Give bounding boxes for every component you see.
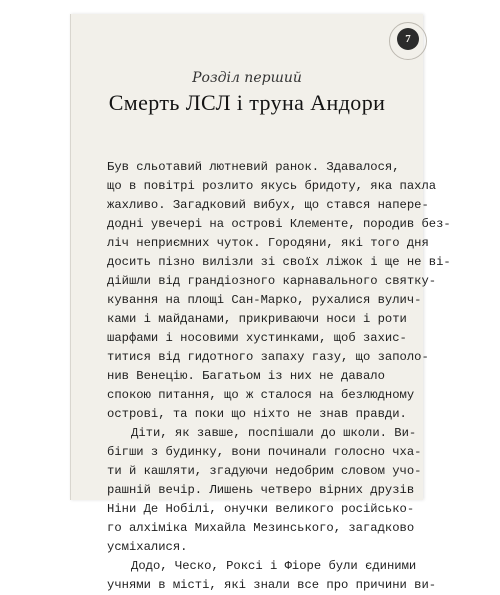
text-line: го алхіміка Михайла Мезинського, загадково bbox=[107, 521, 415, 535]
text-line: додні увечері на острові Клементе, породив без- bbox=[107, 217, 451, 231]
text-line: Був сльотавий лютневий ранок. Здавалося, bbox=[107, 160, 400, 174]
text-line: Додо, Ческо, Роксі і Фіоре були єдиними bbox=[131, 559, 417, 573]
text-line: дійшли від грандіозного карнавального святку- bbox=[107, 274, 437, 288]
text-line: Діти, як завше, поспішали до школи. Ви- bbox=[131, 426, 417, 440]
text-line: кування на площі Сан-Марко, рухалися вулич- bbox=[107, 293, 422, 307]
text-line: бігши з будинку, вони починали голосно чха- bbox=[107, 445, 422, 459]
text-line: титися від гидотного запаху газу, що заполо- bbox=[107, 350, 429, 364]
text-line: рашній вечір. Лишень четверо вірних друзів bbox=[107, 483, 415, 497]
page-number: 7 bbox=[397, 28, 419, 50]
chapter-label: Розділ перший bbox=[192, 70, 302, 86]
text-line: ти й кашляти, згадуючи недобрим словом учо- bbox=[107, 464, 422, 478]
text-line: острові, та поки що ніхто не знав правди. bbox=[107, 407, 407, 421]
text-line: Ніни Де Нобілі, онучки великого російсько- bbox=[107, 502, 415, 516]
text-line: досить пізно вилізли зі своїх ліжок і ще не ві- bbox=[107, 255, 451, 269]
text-line: жахливо. Загадковий вибух, що стався напере- bbox=[107, 198, 429, 212]
text-line: ліч неприємних чуток. Городяни, які того дня bbox=[107, 236, 429, 250]
body-text bbox=[107, 158, 451, 595]
text-line: шарфами і носовими хустинками, щоб захис- bbox=[107, 331, 407, 345]
text-line: спокою питання, що ж сталося на безлюдному bbox=[107, 388, 415, 402]
text-line: учнями в місті, які знали все про причини ви- bbox=[107, 578, 437, 592]
text-line: усміхалися. bbox=[107, 540, 188, 554]
text-line: що в повітрі розлито якусь бридоту, яка пахла bbox=[107, 179, 437, 193]
text-line: нив Венецію. Багатьом із них не давало bbox=[107, 369, 385, 383]
chapter-title: Смерть ЛСЛ і труна Андори bbox=[108, 90, 386, 115]
book-page bbox=[70, 14, 451, 592]
text-line: ками і майданами, прикриваючи носи і роти bbox=[107, 312, 407, 326]
